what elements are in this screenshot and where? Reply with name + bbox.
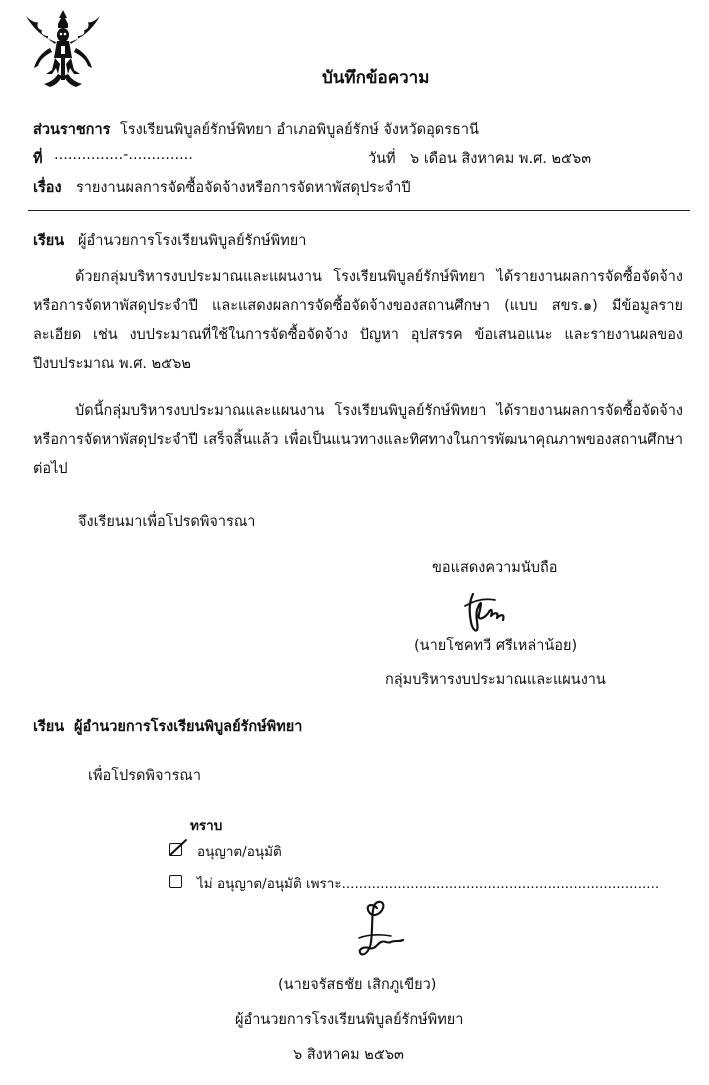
endorsement-consider: เพื่อโปรดพิจารณา [88,768,201,784]
signer2-position: ผู้อำนวยการโรงเรียนพิบูลย์รักษ์พิทยา [235,1012,464,1028]
checkmark-icon [167,838,189,858]
closing-line: จึงเรียนมาเพื่อโปรดพิจารณา [78,514,256,530]
agency-value: โรงเรียนพิบูลย์รักษ์พิทยา อำเภอพิบูลย์รักษ์ จังหวัดอุดรธานี [120,122,479,138]
reference-label: ที่ [33,151,43,167]
salutation-label: เรียน [33,233,65,249]
date-value: ๖ เดือน สิงหาคม พ.ศ. ๒๕๖๓ [410,151,592,167]
signer2-date: ๖ สิงหาคม ๒๕๖๓ [293,1047,404,1063]
reject-label: ไม่ อนุญาต/อนุมัติ เพราะ.......................................................................... [197,876,660,892]
signer1-name: (นายโชคทวี ศรีเหล่าน้อย) [414,638,578,654]
endorsement-to-label: เรียน [33,719,65,735]
regards-line: ขอแสดงความนับถือ [432,560,558,576]
approve-label: อนุญาต/อนุมัติ [197,844,282,860]
signer2-name: (นายจรัสธชัย เสิกภูเขียว) [278,977,437,993]
garuda-emblem-icon [22,8,104,92]
approve-checkbox[interactable] [169,843,182,856]
acknowledged-label: ทราบ [190,818,223,834]
endorsement-to-value: ผู้อำนวยการโรงเรียนพิบูลย์รักษ์พิทยา [74,719,303,735]
memo-title: บันทึกข้อความ [322,68,430,88]
date-label: วันที่ [368,151,396,167]
agency-label: ส่วนราชการ [33,122,111,138]
reference-value: ...............-.............. [54,147,193,163]
header-divider [28,210,690,211]
signature-2 [335,898,417,970]
body-paragraph-2: บัดนี้กลุ่มบริหารงบประมาณและแผนงาน โรงเรียนพิบูลย์รักษ์พิทยา ได้รายงานผลการจัดซื้อจัดจ้างหรือการจัดหาพัสดุประจำปี เสร็จสิ้นแล้ว เพื่อเป็นแนวทางและทิศทางในการพัฒนาคุณภาพของสถานศึกษาต่อไป [33,403,683,477]
body-paragraph-1: ด้วยกลุ่มบริหารงบประมาณและแผนงาน โรงเรียนพิบูลย์รักษ์พิทยา ได้รายงานผลการจัดซื้อจัดจ้างหรือการจัดหาพัสดุประจำปี และแสดงผลการจัดซื้อจัดจ้างของสถานศึกษา (แบบ สขร.๑) มีข้อมูลรายละเอียด เช่น งบประมาณที่ใช้ในการจัดซื้อจัดจ้าง ปัญหา อุปสรรค ข้อเสนอแนะ และรายงานผลของปีงบประมาณ พ.ศ. ๒๕๖๒ [33,269,683,372]
subject-label: เรื่อง [33,180,62,196]
signer1-position: กลุ่มบริหารงบประมาณและแผนงาน [385,672,606,688]
subject-value: รายงานผลการจัดซื้อจัดจ้างหรือการจัดหาพัสดุประจำปี [76,180,411,196]
signature-1 [455,588,525,636]
reject-checkbox[interactable] [169,875,182,888]
salutation-value: ผู้อำนวยการโรงเรียนพิบูลย์รักษ์พิทยา [78,233,307,249]
